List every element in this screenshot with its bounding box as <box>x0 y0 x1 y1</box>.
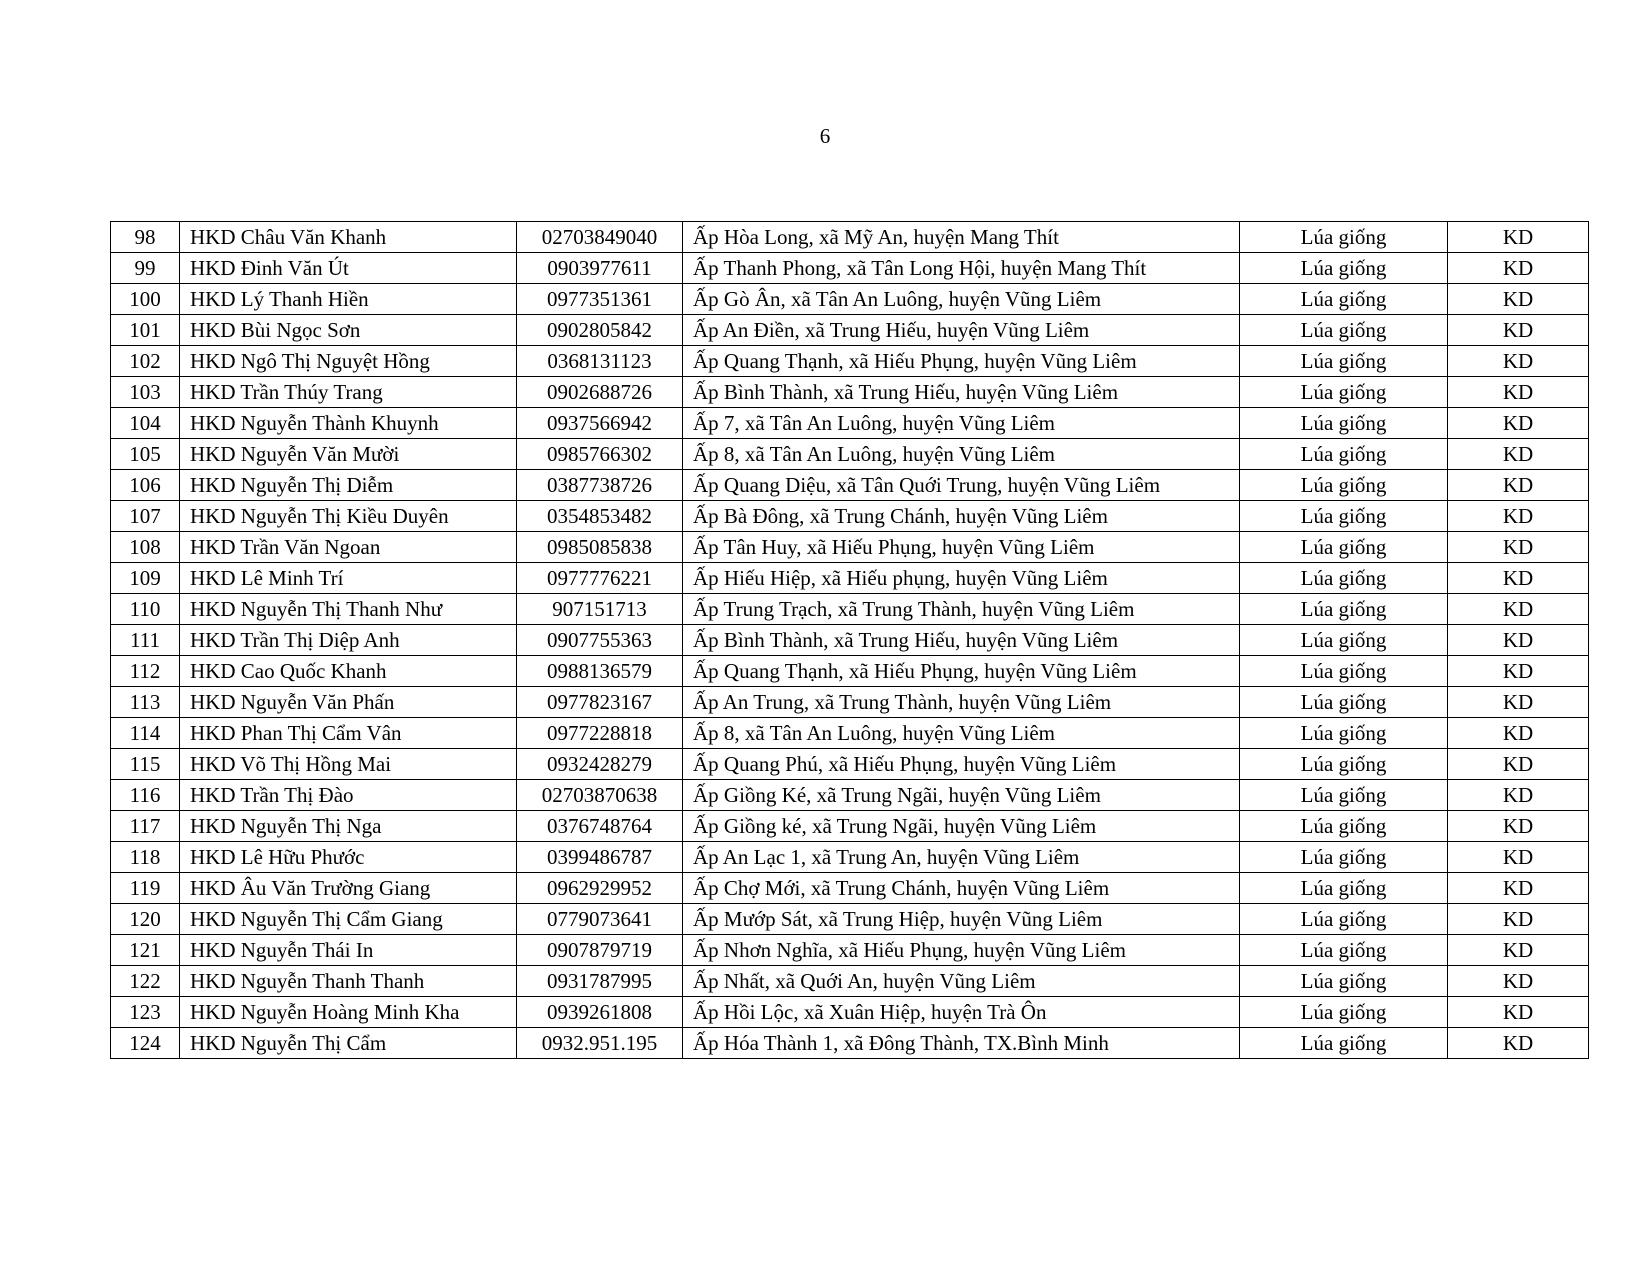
business-name-cell: HKD Võ Thị Hồng Mai <box>180 749 517 780</box>
address-cell: Ấp Gò Ân, xã Tân An Luông, huyện Vũng Liêm <box>683 284 1240 315</box>
table-row <box>111 284 1589 315</box>
business-type-cell: KD <box>1448 377 1589 408</box>
phone-cell: 0932.951.195 <box>517 1028 683 1059</box>
phone-cell: 0354853482 <box>517 501 683 532</box>
business-name-cell: HKD Trần Thị Đào <box>180 780 517 811</box>
row-number-cell: 111 <box>111 625 180 656</box>
address-cell: Ấp Tân Huy, xã Hiếu Phụng, huyện Vũng Liêm <box>683 532 1240 563</box>
product-cell: Lúa giống <box>1240 501 1448 532</box>
product-cell: Lúa giống <box>1240 811 1448 842</box>
table-row <box>111 842 1589 873</box>
product-cell: Lúa giống <box>1240 904 1448 935</box>
row-number-cell: 101 <box>111 315 180 346</box>
product-cell: Lúa giống <box>1240 780 1448 811</box>
business-name-cell: HKD Nguyễn Thị Cẩm <box>180 1028 517 1059</box>
row-number-cell: 109 <box>111 563 180 594</box>
table-row <box>111 811 1589 842</box>
row-number-cell: 121 <box>111 935 180 966</box>
table-row <box>111 408 1589 439</box>
business-name-cell: HKD Lê Minh Trí <box>180 563 517 594</box>
address-cell: Ấp Thanh Phong, xã Tân Long Hội, huyện Mang Thít <box>683 253 1240 284</box>
row-number-cell: 105 <box>111 439 180 470</box>
table-row <box>111 346 1589 377</box>
table-row <box>111 563 1589 594</box>
product-cell: Lúa giống <box>1240 966 1448 997</box>
business-name-cell: HKD Châu Văn Khanh <box>180 222 517 253</box>
business-type-cell: KD <box>1448 222 1589 253</box>
registry-table-body <box>111 222 1589 1059</box>
address-cell: Ấp Giồng ké, xã Trung Ngãi, huyện Vũng Liêm <box>683 811 1240 842</box>
business-type-cell: KD <box>1448 966 1589 997</box>
product-cell: Lúa giống <box>1240 408 1448 439</box>
row-number-cell: 122 <box>111 966 180 997</box>
product-cell: Lúa giống <box>1240 439 1448 470</box>
business-type-cell: KD <box>1448 811 1589 842</box>
address-cell: Ấp 8, xã Tân An Luông, huyện Vũng Liêm <box>683 718 1240 749</box>
product-cell: Lúa giống <box>1240 1028 1448 1059</box>
business-type-cell: KD <box>1448 594 1589 625</box>
row-number-cell: 117 <box>111 811 180 842</box>
phone-cell: 0985766302 <box>517 439 683 470</box>
product-cell: Lúa giống <box>1240 222 1448 253</box>
phone-cell: 02703870638 <box>517 780 683 811</box>
business-type-cell: KD <box>1448 284 1589 315</box>
business-type-cell: KD <box>1448 439 1589 470</box>
product-cell: Lúa giống <box>1240 346 1448 377</box>
table-row <box>111 997 1589 1028</box>
registry-table <box>110 221 1589 1059</box>
business-name-cell: HKD Phan Thị Cẩm Vân <box>180 718 517 749</box>
business-name-cell: HKD Nguyễn Thanh Thanh <box>180 966 517 997</box>
table-row <box>111 439 1589 470</box>
row-number-cell: 103 <box>111 377 180 408</box>
row-number-cell: 104 <box>111 408 180 439</box>
phone-cell: 0903977611 <box>517 253 683 284</box>
business-type-cell: KD <box>1448 470 1589 501</box>
row-number-cell: 112 <box>111 656 180 687</box>
phone-cell: 0977776221 <box>517 563 683 594</box>
business-type-cell: KD <box>1448 687 1589 718</box>
business-type-cell: KD <box>1448 563 1589 594</box>
business-name-cell: HKD Ngô Thị Nguyệt Hồng <box>180 346 517 377</box>
product-cell: Lúa giống <box>1240 594 1448 625</box>
row-number-cell: 113 <box>111 687 180 718</box>
row-number-cell: 102 <box>111 346 180 377</box>
row-number-cell: 107 <box>111 501 180 532</box>
business-name-cell: HKD Nguyễn Thị Kiều Duyên <box>180 501 517 532</box>
row-number-cell: 110 <box>111 594 180 625</box>
business-name-cell: HKD Trần Thúy Trang <box>180 377 517 408</box>
row-number-cell: 108 <box>111 532 180 563</box>
page-number: 6 <box>819 124 831 148</box>
table-row <box>111 687 1589 718</box>
table-row <box>111 935 1589 966</box>
business-type-cell: KD <box>1448 718 1589 749</box>
address-cell: Ấp Quang Diệu, xã Tân Quới Trung, huyện Vũng Liêm <box>683 470 1240 501</box>
business-name-cell: HKD Cao Quốc Khanh <box>180 656 517 687</box>
business-name-cell: HKD Trần Thị Diệp Anh <box>180 625 517 656</box>
table-row <box>111 780 1589 811</box>
business-name-cell: HKD Nguyễn Hoàng Minh Kha <box>180 997 517 1028</box>
phone-cell: 0376748764 <box>517 811 683 842</box>
phone-cell: 0931787995 <box>517 966 683 997</box>
product-cell: Lúa giống <box>1240 315 1448 346</box>
business-name-cell: HKD Nguyễn Thị Cẩm Giang <box>180 904 517 935</box>
row-number-cell: 106 <box>111 470 180 501</box>
table-row <box>111 222 1589 253</box>
business-type-cell: KD <box>1448 408 1589 439</box>
business-name-cell: HKD Nguyễn Thị Nga <box>180 811 517 842</box>
phone-cell: 0368131123 <box>517 346 683 377</box>
business-name-cell: HKD Nguyễn Thành Khuynh <box>180 408 517 439</box>
business-type-cell: KD <box>1448 346 1589 377</box>
product-cell: Lúa giống <box>1240 563 1448 594</box>
address-cell: Ấp Nhất, xã Quới An, huyện Vũng Liêm <box>683 966 1240 997</box>
address-cell: Ấp An Điền, xã Trung Hiếu, huyện Vũng Liêm <box>683 315 1240 346</box>
business-name-cell: HKD Bùi Ngọc Sơn <box>180 315 517 346</box>
business-type-cell: KD <box>1448 780 1589 811</box>
product-cell: Lúa giống <box>1240 687 1448 718</box>
row-number-cell: 98 <box>111 222 180 253</box>
business-name-cell: HKD Đinh Văn Út <box>180 253 517 284</box>
address-cell: Ấp Mướp Sát, xã Trung Hiệp, huyện Vũng Liêm <box>683 904 1240 935</box>
table-row <box>111 315 1589 346</box>
table-row <box>111 1028 1589 1059</box>
business-type-cell: KD <box>1448 315 1589 346</box>
product-cell: Lúa giống <box>1240 842 1448 873</box>
table-row <box>111 253 1589 284</box>
business-name-cell: HKD Nguyễn Văn Phấn <box>180 687 517 718</box>
phone-cell: 0902805842 <box>517 315 683 346</box>
business-type-cell: KD <box>1448 842 1589 873</box>
address-cell: Ấp 7, xã Tân An Luông, huyện Vũng Liêm <box>683 408 1240 439</box>
phone-cell: 0939261808 <box>517 997 683 1028</box>
table-row <box>111 470 1589 501</box>
address-cell: Ấp Quang Phú, xã Hiếu Phụng, huyện Vũng Liêm <box>683 749 1240 780</box>
phone-cell: 0399486787 <box>517 842 683 873</box>
row-number-cell: 118 <box>111 842 180 873</box>
product-cell: Lúa giống <box>1240 470 1448 501</box>
product-cell: Lúa giống <box>1240 749 1448 780</box>
address-cell: Ấp Trung Trạch, xã Trung Thành, huyện Vũng Liêm <box>683 594 1240 625</box>
address-cell: Ấp 8, xã Tân An Luông, huyện Vũng Liêm <box>683 439 1240 470</box>
product-cell: Lúa giống <box>1240 718 1448 749</box>
phone-cell: 0977228818 <box>517 718 683 749</box>
row-number-cell: 115 <box>111 749 180 780</box>
product-cell: Lúa giống <box>1240 625 1448 656</box>
table-row <box>111 532 1589 563</box>
business-name-cell: HKD Âu Văn Trường Giang <box>180 873 517 904</box>
business-type-cell: KD <box>1448 935 1589 966</box>
table-row <box>111 873 1589 904</box>
row-number-cell: 124 <box>111 1028 180 1059</box>
product-cell: Lúa giống <box>1240 935 1448 966</box>
phone-cell: 0779073641 <box>517 904 683 935</box>
address-cell: Ấp Hòa Long, xã Mỹ An, huyện Mang Thít <box>683 222 1240 253</box>
row-number-cell: 116 <box>111 780 180 811</box>
phone-cell: 0902688726 <box>517 377 683 408</box>
product-cell: Lúa giống <box>1240 253 1448 284</box>
table-row <box>111 625 1589 656</box>
table-row <box>111 501 1589 532</box>
row-number-cell: 114 <box>111 718 180 749</box>
address-cell: Ấp Bình Thành, xã Trung Hiếu, huyện Vũng Liêm <box>683 377 1240 408</box>
business-type-cell: KD <box>1448 997 1589 1028</box>
product-cell: Lúa giống <box>1240 377 1448 408</box>
business-name-cell: HKD Nguyễn Thái In <box>180 935 517 966</box>
business-type-cell: KD <box>1448 904 1589 935</box>
row-number-cell: 120 <box>111 904 180 935</box>
row-number-cell: 123 <box>111 997 180 1028</box>
phone-cell: 0988136579 <box>517 656 683 687</box>
phone-cell: 0907755363 <box>517 625 683 656</box>
business-type-cell: KD <box>1448 656 1589 687</box>
address-cell: Ấp Bình Thành, xã Trung Hiếu, huyện Vũng Liêm <box>683 625 1240 656</box>
address-cell: Ấp Bà Đông, xã Trung Chánh, huyện Vũng Liêm <box>683 501 1240 532</box>
address-cell: Ấp Hóa Thành 1, xã Đông Thành, TX.Bình Minh <box>683 1028 1240 1059</box>
business-name-cell: HKD Lê Hữu Phước <box>180 842 517 873</box>
row-number-cell: 100 <box>111 284 180 315</box>
business-name-cell: HKD Nguyễn Văn Mười <box>180 439 517 470</box>
product-cell: Lúa giống <box>1240 997 1448 1028</box>
business-name-cell: HKD Trần Văn Ngoan <box>180 532 517 563</box>
business-type-cell: KD <box>1448 749 1589 780</box>
phone-cell: 0985085838 <box>517 532 683 563</box>
business-name-cell: HKD Lý Thanh Hiền <box>180 284 517 315</box>
address-cell: Ấp An Lạc 1, xã Trung An, huyện Vũng Liêm <box>683 842 1240 873</box>
business-name-cell: HKD Nguyễn Thị Thanh Như <box>180 594 517 625</box>
phone-cell: 0977351361 <box>517 284 683 315</box>
phone-cell: 0937566942 <box>517 408 683 439</box>
row-number-cell: 119 <box>111 873 180 904</box>
phone-cell: 907151713 <box>517 594 683 625</box>
business-type-cell: KD <box>1448 873 1589 904</box>
phone-cell: 02703849040 <box>517 222 683 253</box>
phone-cell: 0907879719 <box>517 935 683 966</box>
address-cell: Ấp Hồi Lộc, xã Xuân Hiệp, huyện Trà Ôn <box>683 997 1240 1028</box>
table-row <box>111 377 1589 408</box>
address-cell: Ấp Giồng Ké, xã Trung Ngãi, huyện Vũng Liêm <box>683 780 1240 811</box>
phone-cell: 0387738726 <box>517 470 683 501</box>
phone-cell: 0977823167 <box>517 687 683 718</box>
address-cell: Ấp An Trung, xã Trung Thành, huyện Vũng Liêm <box>683 687 1240 718</box>
product-cell: Lúa giống <box>1240 656 1448 687</box>
business-type-cell: KD <box>1448 253 1589 284</box>
business-type-cell: KD <box>1448 532 1589 563</box>
address-cell: Ấp Quang Thạnh, xã Hiếu Phụng, huyện Vũng Liêm <box>683 346 1240 377</box>
table-row <box>111 966 1589 997</box>
address-cell: Ấp Chợ Mới, xã Trung Chánh, huyện Vũng Liêm <box>683 873 1240 904</box>
address-cell: Ấp Hiếu Hiệp, xã Hiếu phụng, huyện Vũng Liêm <box>683 563 1240 594</box>
table-row <box>111 656 1589 687</box>
product-cell: Lúa giống <box>1240 873 1448 904</box>
business-name-cell: HKD Nguyễn Thị Diễm <box>180 470 517 501</box>
table-row <box>111 594 1589 625</box>
phone-cell: 0932428279 <box>517 749 683 780</box>
product-cell: Lúa giống <box>1240 532 1448 563</box>
business-type-cell: KD <box>1448 501 1589 532</box>
business-type-cell: KD <box>1448 625 1589 656</box>
row-number-cell: 99 <box>111 253 180 284</box>
phone-cell: 0962929952 <box>517 873 683 904</box>
table-row <box>111 904 1589 935</box>
address-cell: Ấp Quang Thạnh, xã Hiếu Phụng, huyện Vũng Liêm <box>683 656 1240 687</box>
table-row <box>111 749 1589 780</box>
product-cell: Lúa giống <box>1240 284 1448 315</box>
table-row <box>111 718 1589 749</box>
address-cell: Ấp Nhơn Nghĩa, xã Hiếu Phụng, huyện Vũng Liêm <box>683 935 1240 966</box>
business-type-cell: KD <box>1448 1028 1589 1059</box>
